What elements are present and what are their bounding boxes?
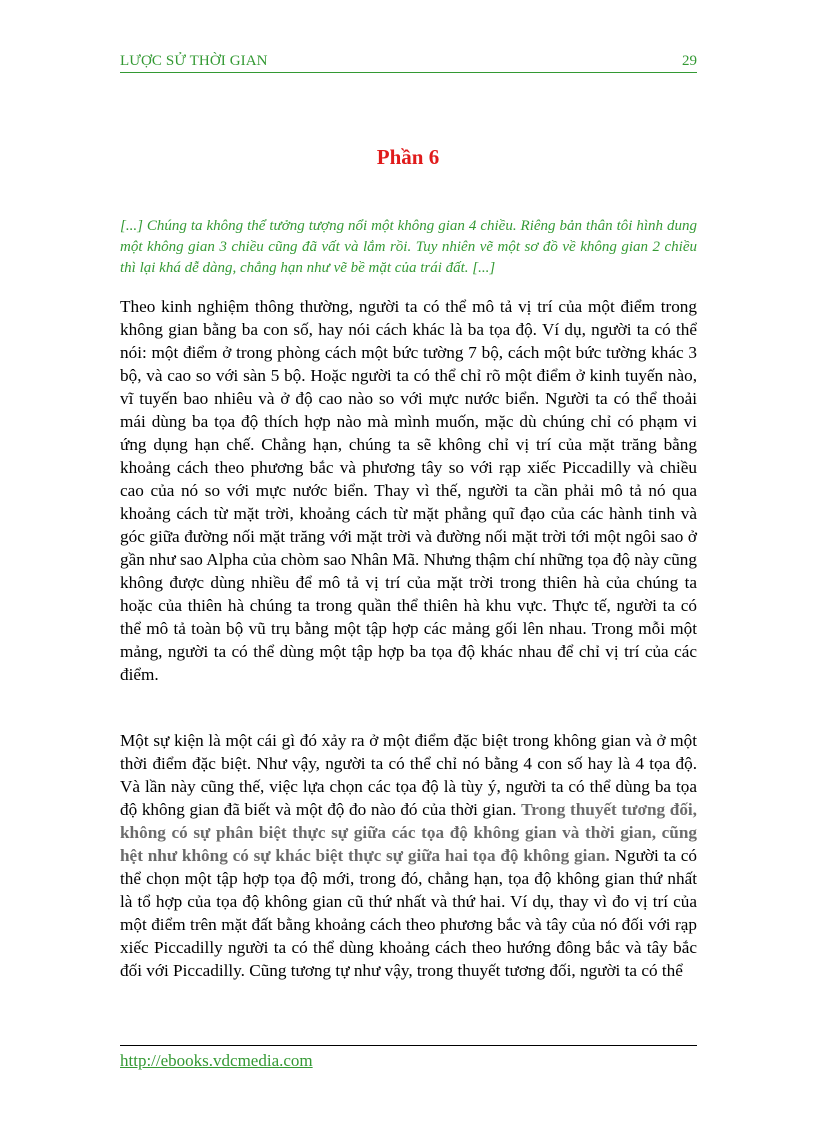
epigraph-quote: [...] Chúng ta không thể tưởng tượng nổi một không gian 4 chiều. Riêng bản thân tôi hình dung một không gian 3 chiều cũng đã vất và lắm rồi. Tuy nhiên vẽ một sơ đồ về không gian 2 chiều thì lại khá dễ dàng, chẳng hạn như vẽ bề mặt của trái đất. [...] [120, 218, 697, 276]
book-title: LƯỢC SỬ THỜI GIAN [120, 53, 268, 69]
paragraph-events-intro: Một sự kiện là một cái gì đó xảy ra ở một điểm đặc biệt trong không gian và ở một thời điểm đặc biệt. Như vậy, người ta có thể chỉ nó bằng 4 con số hay là 4 tọa độ. Và lần này cũng thế, việc lựa chọn các tọa độ là tùy ý, người ta có thể dùng ba tọa độ không gian đã biết và một độ đo nào đó của thời gian. [120, 731, 697, 819]
footer-divider [120, 1045, 697, 1046]
chapter-title: Phần 6 [376, 145, 440, 169]
paragraph-coordinates: Theo kinh nghiệm thông thường, người ta có thể mô tả vị trí của một điểm trong không gian bằng ba con số, hay nói cách khác là ba tọa độ. Ví dụ, người ta có thể nói: một điểm ở trong phòng cách một bức tường 7 bộ, cách một bức tường khác 3 bộ, và cao so với sàn 5 bộ. Hoặc người ta có thể chỉ rõ một điểm ở kinh tuyến nào, vĩ tuyến bao nhiêu và ở độ cao nào so với mực nước biển. Người ta có thể thoải mái dùng ba tọa độ thích hợp nào mà mình muốn, mặc dù chúng chỉ có phạm vi ứng dụng hạn chế. Chẳng hạn, chúng ta sẽ không chỉ vị trí của mặt trăng bằng khoảng cách theo phương bắc và phương tây so với rạp xiếc Piccadilly và chiều cao của nó so với mực nước biển. Thay vì thế, người ta cần phải mô tả nó qua khoảng cách từ mặt trời, khoảng cách từ mặt phẳng quĩ đạo của các hành tinh và góc giữa đường nối mặt trăng với mặt trời và đường nối mặt trời tới một ngôi sao ở gần như sao Alpha của chòm sao Nhân Mã. Nhưng thậm chí những tọa độ này cũng không được dùng nhiều để mô tả vị trí của mặt trời trong thiên hà của chúng ta hoặc của thiên hà chúng ta trong quần thể thiên hà khu vực. Thực tế, người ta có thể mô tả toàn bộ vũ trụ bằng một tập hợp các mảng gối lên nhau. Trong mỗi một mảng, người ta có thể dùng một tập hợp ba tọa độ khác nhau để chỉ vị trí của các điểm. [120, 297, 697, 684]
footer-link[interactable]: http://ebooks.vdcmedia.com [120, 1051, 313, 1070]
paragraph-events [120, 729, 697, 982]
page-number: 29 [682, 53, 697, 69]
emphasized-statement: Trong thuyết tương đối, không có sự phân biệt thực sự giữa các tọa độ không gian và thời gian, cũng hệt như không có sự khác biệt thực sự giữa hai tọa độ không gian. [120, 800, 697, 865]
page-header [120, 50, 697, 73]
paragraph-events-continuation: Người ta có thể chọn một tập hợp tọa độ mới, trong đó, chẳng hạn, tọa độ không gian thứ nhất là tổ hợp của tọa độ không gian cũ thứ nhất và thứ hai. Ví dụ, thay vì đo vị trí của một điểm trên mặt đất bằng khoảng cách theo phương bắc và tây của nó đối với rạp xiếc Piccadilly người ta có thể dùng khoảng cách theo hướng đông bắc và tây bắc đối với Piccadilly. Cũng tương tự như vậy, trong thuyết tương đối, người ta có thể [120, 846, 697, 980]
